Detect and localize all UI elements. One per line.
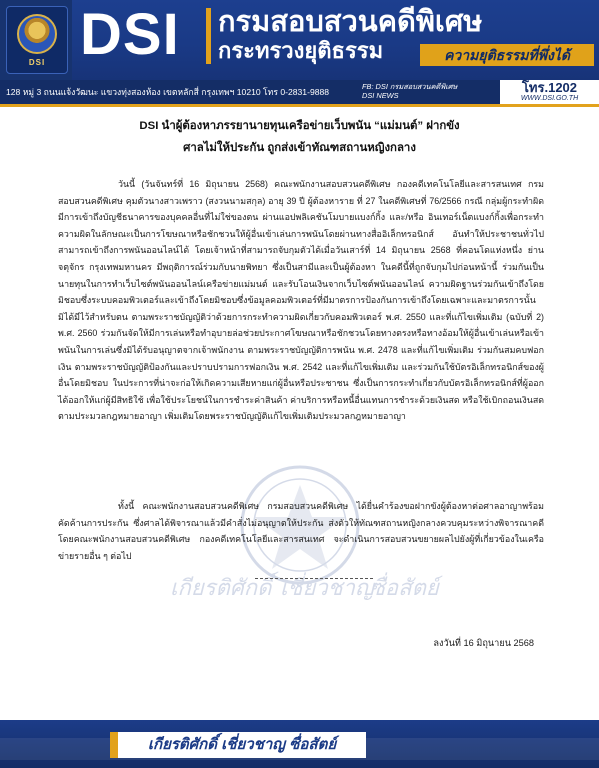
body-paragraph-2: ทั้งนี้ คณะพนักงานสอบสวนคดีพิเศษ กรมสอบสวนคดีพิเศษ ได้ยื่นคำร้องขอฝากขังผู้ต้องหาต่อศาลอาญาพร้อมคัดค้านการประกัน ซึ่งศาลได้พิจารณาแล้วมีคำสั่งไม่อนุญาตให้ประกัน ส่งตัวให้ทัณฑสถานหญิงกลางควบคุมระหว่างพิจารณาคดี โดยคณะพนักงานสอบสวนคดีพิเศษ กองคดีเทคโนโลยีและสารสนเทศ จะดำเนินการสอบสวนขยายผลไปยังผู้ที่เกี่ยวข้องในเครือข่ายรายอื่น ๆ ต่อไป [58, 501, 544, 561]
hotline-number: โทร.1202 [521, 80, 578, 95]
header-divider [206, 8, 211, 64]
header-slogan: ความยุติธรรมที่พึ่งได้ [420, 44, 594, 66]
brand-dsi: DSI [80, 2, 180, 67]
footer-tagline: เกียรติศักดิ์ เชี่ยวชาญ ซื่อสัตย์ [118, 732, 366, 758]
watermark-word-1: เกียรติศักดิ์ [170, 575, 272, 600]
header-gold-rule [0, 104, 599, 107]
footer-accent [110, 732, 118, 758]
social-info [362, 82, 457, 100]
header-title: กรมสอบสวนคดีพิเศษ [218, 6, 483, 38]
footer-banner [0, 720, 599, 768]
body-paragraph-1: วันนี้ (วันจันทร์ที่ 16 มิถุนายน 2568) คณะพนักงานสอบสวนคดีพิเศษ กองคดีเทคโนโลยีและสารสนเทศ กรมสอบสวนคดีพิเศษ คุมตัวนางสาวเพราว (สงวนนามสกุล) อายุ 39 ปี ผู้ต้องหาราย ที่ 27 ในคดีพิเศษที่ 76/2566 กรณี กลุ่มผู้กระทำผิดมีการเข้าถึงบัญชีธนาคารของบุคคลอื่นที่ไม่ใช่ของตน ผ่านแอปพลิเคชันโมบายแบงก์กิ้ง และ/หรือ อินเทอร์เน็ตแบงก์กิ้งเพื่อกระทำความผิดในลักษณะเป็นการโฆษณาหรือชักชวนให้ผู้อื่นเข้าเล่นการพนันโดยผ่านทางสื่ออิเล็กทรอนิกส์ อันทำให้ประชาชนทั่วไปสามารถเข้าถึงการพนันออนไลน์ได้ โดยเจ้าหน้าที่สามารถจับกุมตัวได้เมื่อวันเสาร์ที่ 14 มิถุนายน 2568 ที่คอนโดแห่งหนึ่ง ย่านจตุจักร กรุงเทพมหานคร มีพฤติการณ์ร่วมกับนายพิทยา ซึ่งเป็นสามีและเป็นผู้ต้องหา ในคดีนี้ที่ถูกจับกุมไปก่อนหน้านี้ ร่วมกันเป็นนายทุนในการทำเว็บไซต์พนันออนไลน์เครือข่ายแม่มนต์ และรับโอนเงินจากเว็บไซต์พนันออนไลน์ ความผิดฐานร่วมกันเข้าถึงโดยมิชอบซึ่งระบบคอมพิวเตอร์และเข้าถึงโดยมิชอบซึ่งข้อมูลคอมพิวเตอร์ที่มีมาตรการป้องกันการเข้าถึงโดยเฉพาะและมาตรการนั้นมิได้มีไว้สำหรับตน ตามพระราชบัญญัติว่าด้วยการกระทำความผิดเกี่ยวกับคอมพิวเตอร์ พ.ศ. 2550 และที่แก้ไขเพิ่มเติม (ฉบับที่ 2) พ.ศ. 2560 ร่วมกันจัดให้มีการเล่นหรือทำอุบายล่อช่วยประกาศโฆษณาหรือชักชวนโดยทางตรงหรือทางอ้อมให้ผู้อื่นเข้าเล่นหรือเข้าพนันในการเล่นซึ่งมิได้รับอนุญาตจากเจ้าพนักงาน ตามพระราชบัญญัติการพนัน พ.ศ. 2478 และที่แก้ไขเพิ่มเติม ร่วมกันสมคบฟอกเงิน ตามพระราชบัญญัติป้องกันและปราบปรามการฟอกเงิน พ.ศ. 2542 และที่แก้ไขเพิ่มเติม และร่วมกันใช้บัตรอิเล็กทรอนิกส์ของผู้อื่นโดยมิชอบ ในประการที่น่าจะก่อให้เกิดความเสียหายแก่ผู้อื่นหรือประชาชน ซึ่งเป็นการกระทำเกี่ยวกับบัตรอิเล็กทรอนิกส์ที่ผู้ออกได้ออกให้แก่ผู้มีสิทธิใช้ เพื่อใช้ประโยชน์ในการชำระค่าสินค้า ค่าบริการหรือหนี้อื่นแทนการชำระด้วยเงินสด หรือใช้เบิกถอนเงินสด ตามประมวลกฎหมายอาญา เพิ่มเติมโดยพระราชบัญญัติแก้ไขเพิ่มเติมประมวลกฎหมายอาญา [58, 179, 544, 422]
header-banner [0, 0, 599, 80]
dsi-logo [6, 6, 68, 74]
document-date: ลงวันที่ 16 มิถุนายน 2568 [433, 638, 534, 648]
doc-title-line-2: ศาลไม่ให้ประกัน ถูกส่งเข้าทัณฑสถานหญิงกลาง [183, 142, 416, 154]
news-line: DSI NEWS [362, 91, 399, 100]
header-subtitle: กระทรวงยุติธรรม [218, 38, 384, 63]
watermark-word-3: ซื่อสัตย์ [370, 575, 439, 600]
website-text: WWW.DSI.GO.TH [520, 95, 579, 102]
doc-title-line-1: DSI นำผู้ต้องหาภรรยานายทุนเครือข่ายเว็บพนัน “แม่มนต์” ฝากขัง [139, 120, 460, 132]
logo-text: DSI [28, 57, 46, 67]
address-text: 128 หมู่ 3 ถนนแจ้งวัฒนะ แขวงทุ่งสองห้อง เขตหลักสี่ กรุงเทพฯ 10210 โทร 0-2831-9888 [6, 87, 330, 97]
dsi-emblem-icon [17, 14, 57, 54]
hotline-box [500, 80, 599, 104]
contact-info-bar [0, 80, 599, 104]
signature-separator [255, 578, 373, 579]
facebook-line: FB: DSI กรมสอบสวนคดีพิเศษ [362, 82, 458, 91]
watermark-word-2: เชี่ยวชาญ [280, 575, 374, 600]
